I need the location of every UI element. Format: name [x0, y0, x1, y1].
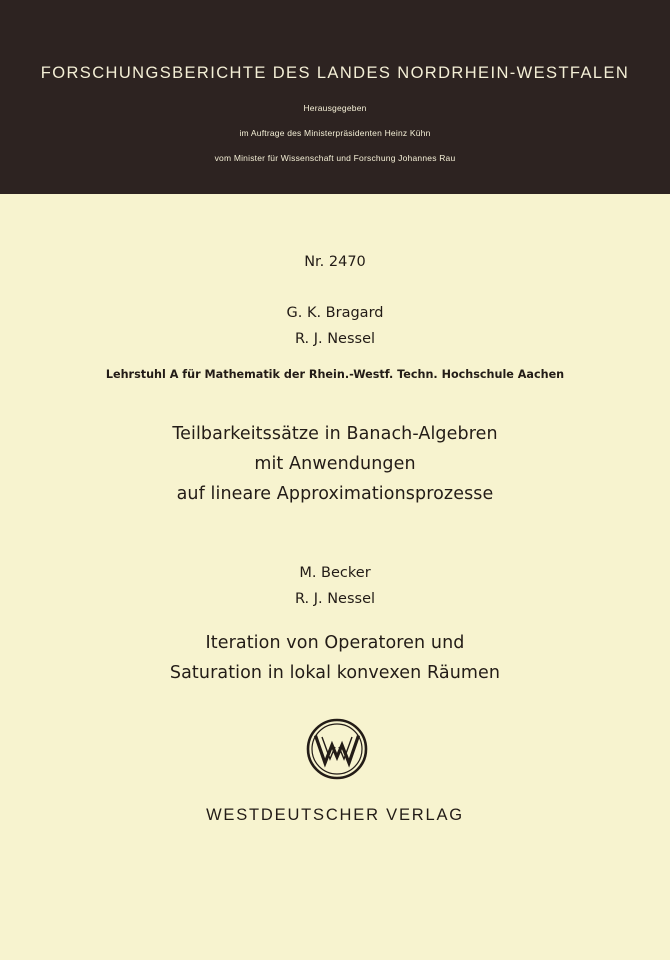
part2-author-1: M. Becker — [299, 565, 371, 581]
part1-author-1: G. K. Bragard — [286, 305, 384, 321]
part2-title-line-2: Saturation in lokal konvexen Räumen — [169, 663, 501, 683]
part1-title-line-1: Teilbarkeitssätze in Banach-Algebren — [172, 424, 498, 444]
editor-line-1: Herausgegeben — [303, 103, 367, 113]
editor-line-3: vom Minister für Wissenschaft und Forschung Johannes Rau — [214, 153, 456, 163]
part1-title-line-3: auf lineare Approximationsprozesse — [176, 484, 494, 504]
part2-title-line-1: Iteration von Operatoren und — [205, 633, 465, 653]
part1-affiliation: Lehrstuhl A für Mathematik der Rhein.-Westf. Techn. Hochschule Aachen — [105, 368, 565, 381]
publisher-name: WESTDEUTSCHER VERLAG — [206, 806, 464, 824]
part1-author-2: R. J. Nessel — [294, 331, 376, 347]
series-title: FORSCHUNGSBERICHTE DES LANDES NORDRHEIN-WESTFALEN — [40, 64, 630, 82]
part2-author-2: R. J. Nessel — [294, 591, 376, 607]
part1-title-line-2: mit Anwendungen — [254, 454, 416, 474]
series-header-band — [0, 0, 670, 194]
westdeutscher-verlag-logo-icon — [305, 717, 369, 781]
editor-line-2: im Auftrage des Ministerpräsidenten Heinz Kühn — [239, 128, 431, 138]
report-number: Nr. 2470 — [304, 254, 366, 270]
